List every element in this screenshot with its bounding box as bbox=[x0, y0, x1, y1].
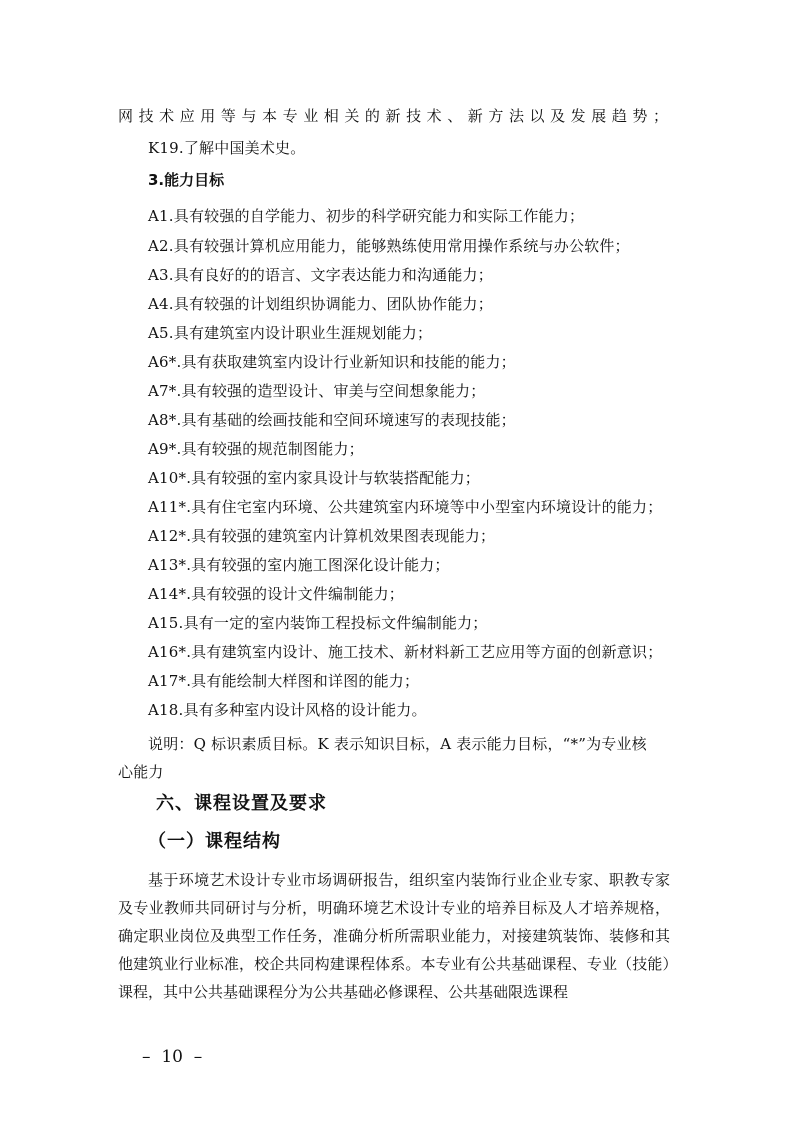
ability-item: A16*.具有建筑室内设计、施工技术、新材料新工艺应用等方面的创新意识； bbox=[148, 643, 663, 661]
subsection-heading: （一）课程结构 bbox=[148, 831, 281, 852]
course-structure-paragraph: 基于环境艺术设计专业市场调研报告，组织室内装饰行业企业专家、职教专家及专业教师共同研讨与分析，明确环境艺术设计专业的培养目标及人才培养规格，确定职业岗位及典型工作任务，准确分析所需职业能力，对接建筑装饰、装修和其他建筑业行业标准，校企共同构建课程体系。本专业有公共基础课程、专业（技能）课程，其中公共基础课程分为公共基础必修课程、公共基础限选课程 bbox=[118, 871, 670, 1001]
page-number-value: 10 bbox=[161, 1047, 183, 1067]
ability-item: A8*.具有基础的绘画技能和空间环境速写的表现技能； bbox=[148, 411, 516, 429]
ability-item: A17*.具有能绘制大样图和详图的能力； bbox=[148, 672, 420, 690]
ability-item: A5.具有建筑室内设计职业生涯规划能力； bbox=[148, 324, 433, 342]
ability-item: A6*.具有获取建筑室内设计行业新知识和技能的能力； bbox=[148, 353, 516, 371]
ability-item: A10*.具有较强的室内家具设计与软装搭配能力； bbox=[148, 469, 480, 487]
knowledge-item-k19: K19.了解中国美术史。 bbox=[148, 139, 306, 157]
ability-item: A11*.具有住宅室内环境、公共建筑室内环境等中小型室内环境设计的能力； bbox=[148, 498, 663, 516]
page-number: – 10 – bbox=[142, 1047, 203, 1067]
ability-item: A18.具有多种室内设计风格的设计能力。 bbox=[148, 701, 427, 719]
intro-continuation-line: 网技术应用等与本专业相关的新技术、新方法以及发展趋势； bbox=[118, 107, 668, 125]
ability-item: A15.具有一定的室内装饰工程投标文件编制能力； bbox=[148, 614, 488, 632]
ability-item: A4.具有较强的计划组织协调能力、团队协作能力； bbox=[148, 295, 493, 313]
ability-item: A7*.具有较强的造型设计、审美与空间想象能力； bbox=[148, 382, 486, 400]
note-line-2: 心能力 bbox=[118, 763, 164, 781]
section-heading: 六、课程设置及要求 bbox=[156, 793, 327, 814]
ability-item: A3.具有良好的的语言、文字表达能力和沟通能力； bbox=[148, 266, 493, 284]
ability-goals-heading: 3.能力目标 bbox=[148, 171, 225, 189]
ability-item: A2.具有较强计算机应用能力，能够熟练使用常用操作系统与办公软件； bbox=[148, 237, 630, 255]
ability-item: A14*.具有较强的设计文件编制能力； bbox=[148, 585, 404, 603]
ability-item: A12*.具有较强的建筑室内计算机效果图表现能力； bbox=[148, 527, 496, 545]
ability-item: A9*.具有较强的规范制图能力； bbox=[148, 440, 364, 458]
ability-item: A13*.具有较强的室内施工图深化设计能力； bbox=[148, 556, 450, 574]
ability-item: A1.具有较强的自学能力、初步的科学研究能力和实际工作能力； bbox=[148, 207, 585, 225]
note-line-1: 说明：Q 标识素质目标。K 表示知识目标，A 表示能力目标，“*”为专业核 bbox=[148, 735, 647, 753]
